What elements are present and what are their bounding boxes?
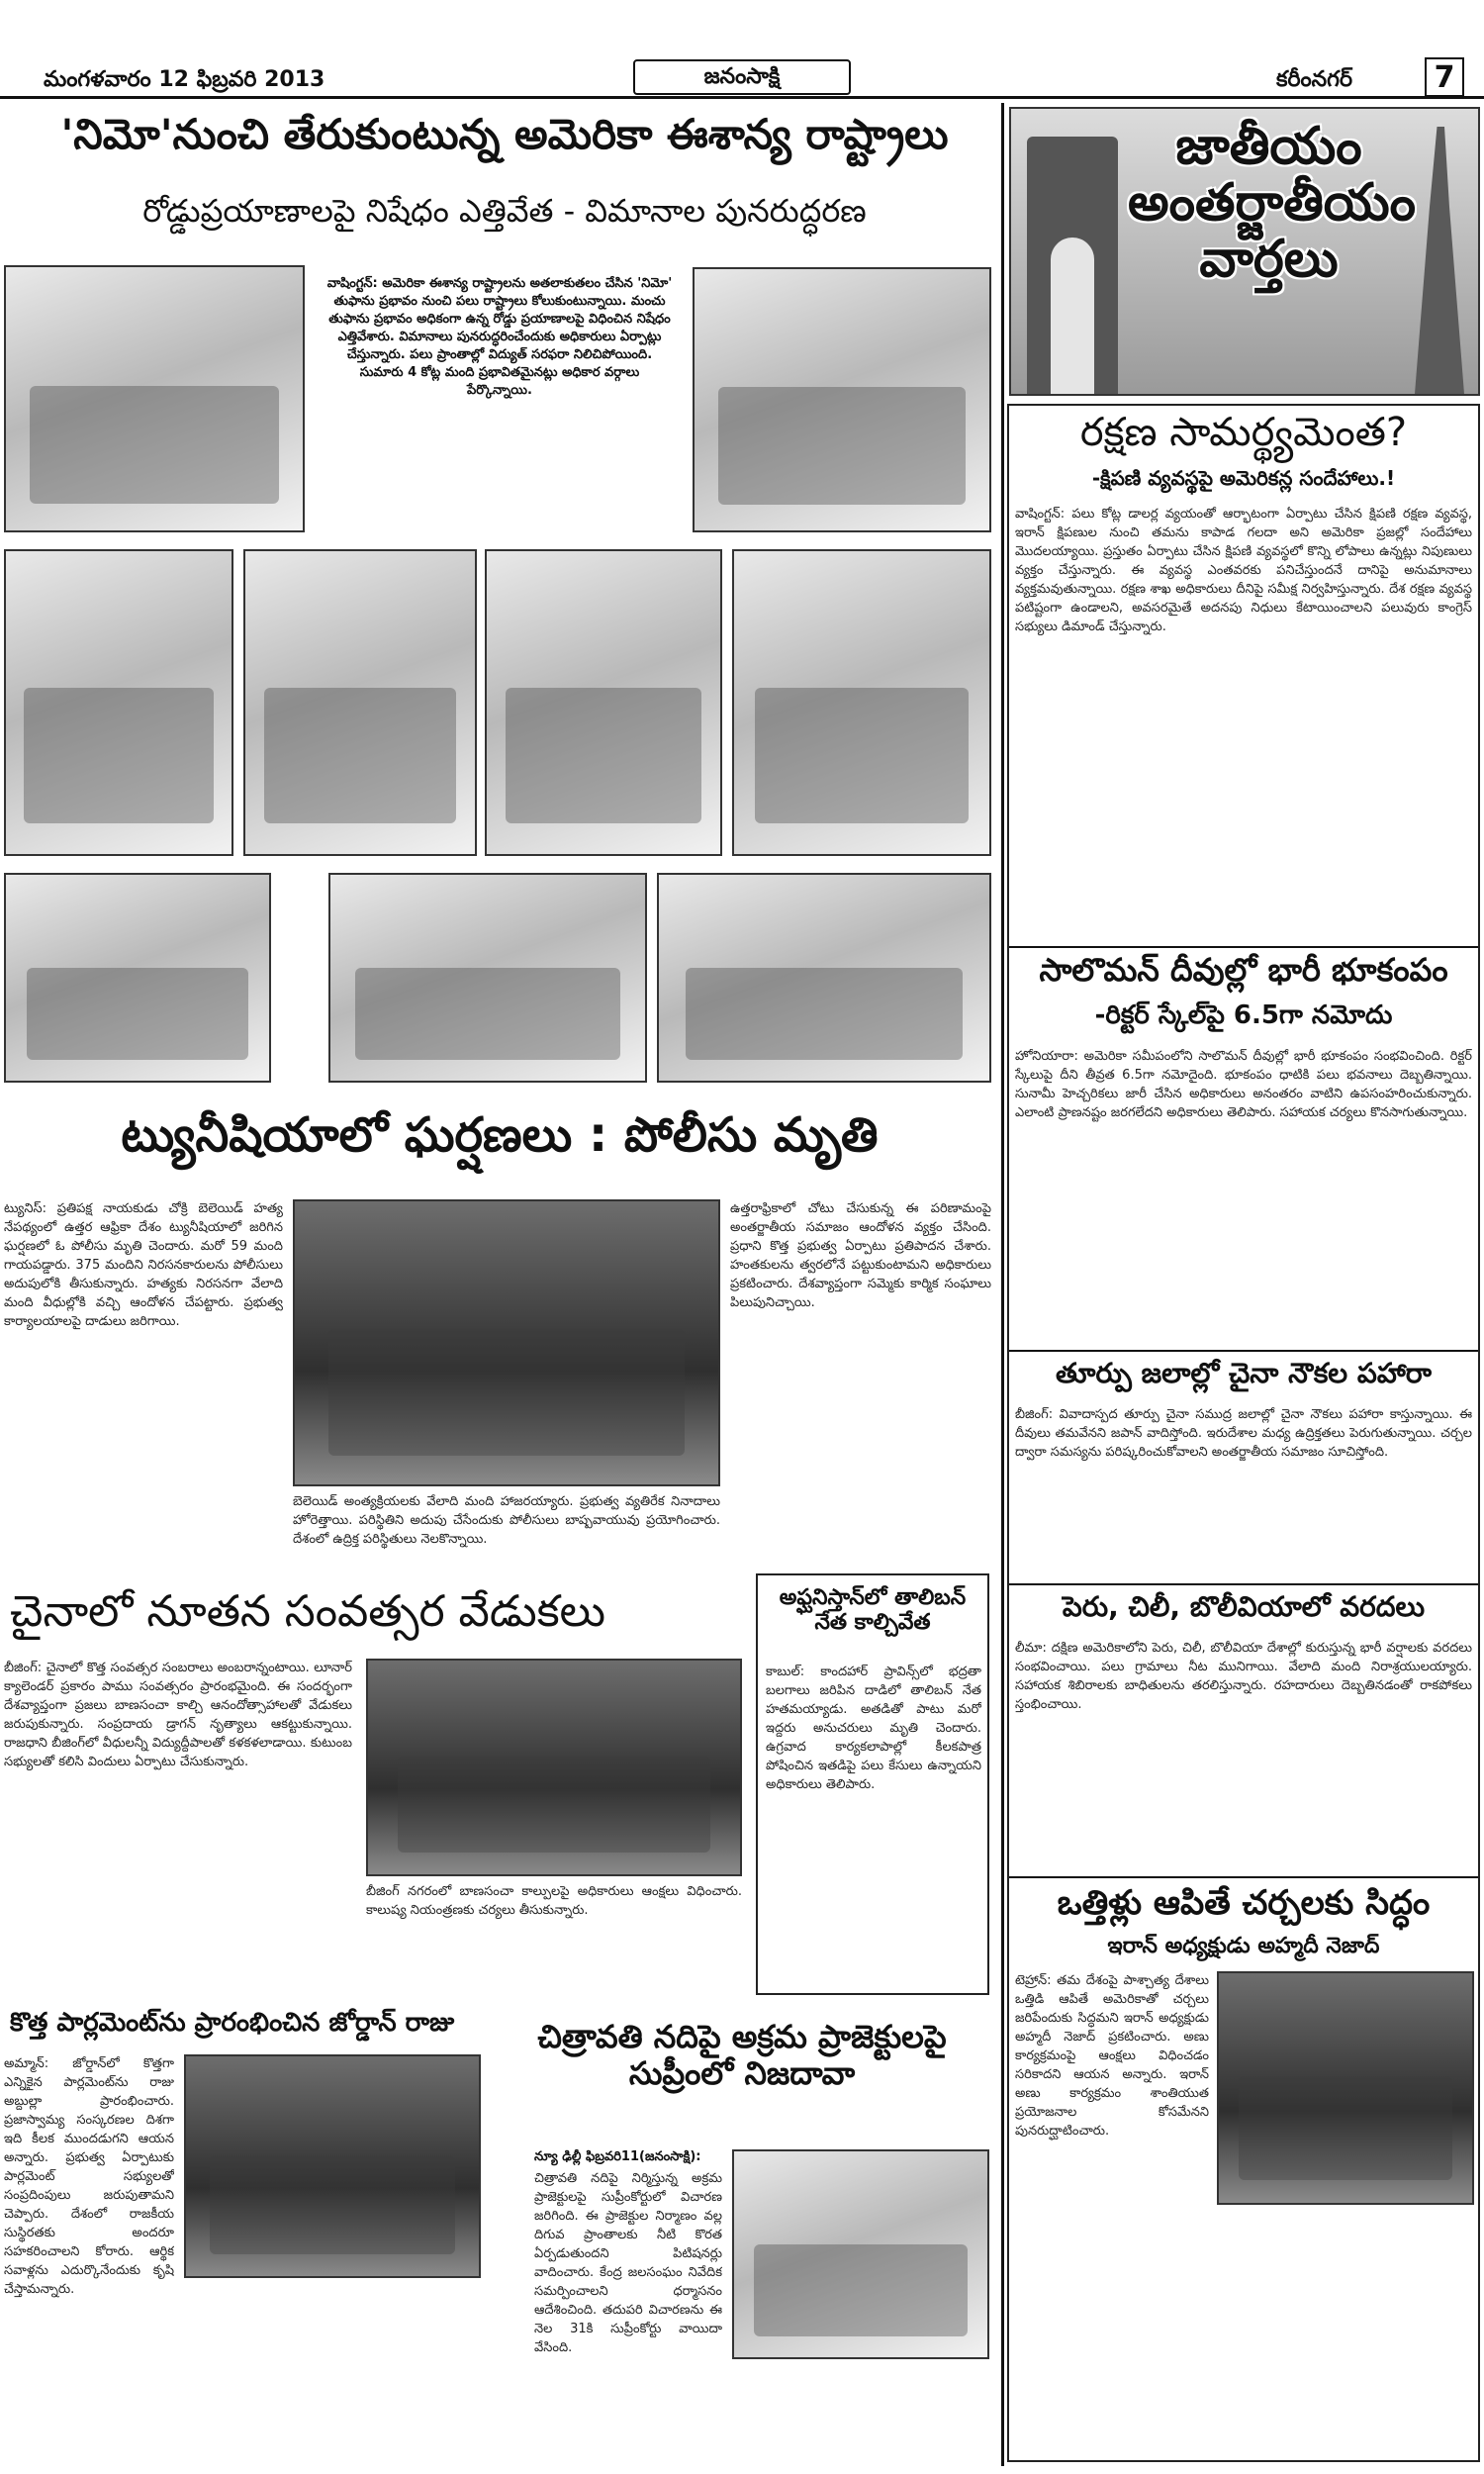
photo-snowy-highway (4, 549, 233, 856)
china-story-body: బీజింగ్: చైనాలో కొత్త సంవత్సర సంబరాలు అంబరాన్నంటాయి. లూనార్ క్యాలెండర్ ప్రకారం పాము సంవత్సరం ప్రారంభమైంది. ఈ సందర్భంగా దేశవ్యాప్తంగా ప్రజలు బాణసంచా కాల్చి ఆనందోత్సాహాలతో వేడుకలు జరుపుకున్నారు. సంప్రదాయ డ్రాగన్ నృత్యాలు ఆకట్టుకున్నాయి. రాజధాని బీజింగ్‌లో వీధులన్నీ విద్యుద్దీపాలతో కళకళలాడాయి. కుటుంబ సభ్యులతో కలిసి విందులు ఏర్పాటు చేసుకున్నారు. (4, 1661, 352, 1769)
sidebar-story2-body: హోనియారా: అమెరికా సమీపంలోని సాలొమన్ దీవుల్లో భారీ భూకంపం సంభవించింది. రిక్టర్ స్కేలుపై దీని తీవ్రత 6.5గా నమోదైంది. భూకంపం ధాటికి పలు భవనాలు దెబ్బతిన్నాయి. సునామీ హెచ్చరికలు జారీ చేసిన అధికారులు అనంతరం వాటిని ఉపసంహరించుకున్నారు. ఎలాంటి ప్రాణనష్టం జరగలేదని అధికారులు తెలిపారు. సహాయక చర్యలు కొనసాగుతున్నాయి. (1015, 1049, 1472, 1120)
tunisia-story-body-mid: బెలెయిడ్ అంత్యక్రియలకు వేలాది మంది హాజరయ్యారు. ప్రభుత్వ వ్యతిరేక నినాదాలు హోరెత్తాయి. పరిస్థితిని అదుపు చేసేందుకు పోలీసులు బాష్పవాయువు ప్రయోగించారు. దేశంలో ఉద్రిక్త పరిస్థితులు నెలకొన్నాయి. (293, 1494, 720, 1547)
photo-jordan-king (184, 2054, 481, 2278)
photo-tunisia-protest (293, 1199, 720, 1486)
chitravati-story-body: చిత్రావతి నదిపై నిర్మిస్తున్న అక్రమ ప్రాజెక్టులపై సుప్రీంకోర్టులో విచారణ జరిగింది. ఈ ప్రాజెక్టుల నిర్మాణం వల్ల దిగువ ప్రాంతాలకు నీటి కొరత ఏర్పడుతుందని పిటిషనర్లు వాదించారు. కేంద్ర జలసంఘం నివేదిక సమర్పించాలని ధర్మాసనం ఆదేశించింది. తదుపరి విచారణను ఈ నెల 31కి సుప్రీంకోర్టు వాయిదా వేసింది. (534, 2171, 722, 2355)
sidebar-divider (1009, 946, 1478, 948)
us-story-subheadline: రోడ్డుప్రయాణాలపై నిషేధం ఎత్తివేత - విమానాల పునరుద్ధరణ (142, 192, 867, 230)
china-story-headline: చైనాలో నూతన సంవత్సర వేడుకలు (10, 1586, 605, 1637)
photo-airplane-snow (485, 549, 722, 856)
sidebar-story3-body: బీజింగ్: వివాదాస్పద తూర్పు చైనా సముద్ర జలాల్లో చైనా నౌకలు పహారా కాస్తున్నాయి. ఈ దీవులు తమవేనని జపాన్ వాదిస్తోంది. ఇరుదేశాల మధ్య ఉద్రిక్తతలు పెరుగుతున్నాయి. చర్చల ద్వారా సమస్యను పరిష్కరించుకోవాలని అంతర్జాతీయ సమాజం సూచిస్తోంది. (1015, 1407, 1472, 1460)
photo-snow-walker (328, 873, 647, 1083)
sidebar-banner-title: జాతీయం అంతర్జాతీయం వార్తలు (1128, 117, 1417, 290)
us-story-headline: 'నిమో'నుంచి తేరుకుంటున్న అమెరికా ఈశాన్య రాష్ట్రాలు (60, 110, 949, 158)
photo-dragon-dance (366, 1659, 742, 1876)
column-divider (1001, 103, 1004, 2466)
jordan-story-body: అమ్మాన్: జోర్డాన్‌లో కొత్తగా ఎన్నికైన పార్లమెంట్‌ను రాజు అబ్దుల్లా ప్రారంభించారు. ప్రజాస్వామ్య సంస్కరణల దిశగా ఇది కీలక ముందడుగని ఆయన అన్నారు. ప్రభుత్వ ఏర్పాటుకు పార్లమెంట్ సభ్యులతో సంప్రదింపులు జరుపుతామని చెప్పారు. దేశంలో రాజకీయ సుస్థిరతకు అందరూ సహకరించాలని కోరారు. ఆర్థిక సవాళ్లను ఎదుర్కొనేందుకు కృషి చేస్తామన్నారు. (4, 2056, 174, 2297)
photo-snow-house (243, 549, 477, 856)
photo-snow-blower (693, 267, 991, 532)
sidebar-story1-headline: రక్షణ సామర్థ్యమెంత? (1079, 410, 1408, 455)
sidebar-divider (1009, 1350, 1478, 1352)
chitravati-story-dateline: న్యూ ఢిల్లీ ఫిబ్రవరి11(జనంసాక్షి): (534, 2149, 701, 2164)
page-number: 7 (1425, 57, 1464, 97)
afghan-story-headline: అఫ్ఘనిస్తాన్‌లో తాలిబన్ నేత కాల్చివేత (779, 1585, 967, 1636)
tunisia-story-headline: ట్యునీషియాలో ఘర్షణలు : పోలీసు మృతి (121, 1107, 879, 1163)
sidebar-divider (1009, 1583, 1478, 1585)
photo-snow-plow-truck (657, 873, 991, 1083)
photo-shoveling-snow (732, 549, 991, 856)
sidebar-divider (1009, 1876, 1478, 1878)
statue-of-liberty-icon (1415, 127, 1464, 394)
sidebar-story5-headline: ఒత్తిళ్లు ఆపితే చర్చలకు సిద్ధం (1057, 1883, 1431, 1923)
sidebar-story1-body: వాషింగ్టన్: పలు కోట్ల డాలర్ల వ్యయంతో ఆర్భాటంగా ఏర్పాటు చేసిన క్షిపణి రక్షణ వ్యవస్థ, ఇరాన్ క్షిపణుల నుంచి తమను కాపాడ గలదా అని అమెరికా ప్రజల్లో సందేహాలు మొదలయ్యాయి. ప్రస్తుతం ఏర్పాటు చేసిన క్షిపణి వ్యవస్థలో కొన్ని లోపాలు ఉన్నట్లు నిపుణులు వ్యక్తం చేస్తున్నారు. ఈ వ్యవస్థ ఎంతవరకు పనిచేస్తుందనే దానిపై అనుమానాలు వ్యక్తమవుతున్నాయి. రక్షణ శాఖ అధికారులు దీనిపై సమీక్ష నిర్వహిస్తున్నారు. దేశ రక్షణ వ్యవస్థ పటిష్టంగా ఉండాలని, అవసరమైతే అదనపు నిధులు కేటాయించాలని పలువురు కాంగ్రెస్ సభ్యులు డిమాండ్ చేస్తున్నారు. (1015, 507, 1472, 634)
photo-buried-car (4, 873, 271, 1083)
sidebar-story4-body: లీమా: దక్షిణ అమెరికాలోని పెరు, చిలీ, బొలీవియా దేశాల్లో కురుస్తున్న భారీ వర్షాలకు వరదలు సంభవించాయి. పలు గ్రామాలు నీట మునిగాయి. వేలాది మంది నిరాశ్రయులయ్యారు. సహాయక శిబిరాలకు బాధితులను తరలిస్తున్నారు. రహదారులు దెబ్బతినడంతో రాకపోకలు స్తంభించాయి. (1015, 1641, 1472, 1712)
sidebar-story2-headline: సాలొమన్ దీవుల్లో భారీ భూకంపం (1039, 951, 1448, 989)
chitravati-story-headline: చిత్రావతి నదిపై అక్రమ ప్రాజెక్టులపై సుప్రీంలో నిజదావా (537, 2018, 947, 2092)
masthead-date: మంగళవారం 12 ఫిబ్రవరి 2013 (44, 67, 325, 92)
sidebar-story4-headline: పెరు, చిలీ, బొలీవియాలో వరదలు (1062, 1590, 1426, 1623)
sidebar-story3-headline: తూర్పు జలాల్లో చైనా నౌకల పహారా (1056, 1357, 1432, 1389)
us-story-caption: వాషింగ్టన్: అమెరికా ఈశాన్య రాష్ట్రాలను అతలాకుతలం చేసిన 'నిమో' తుఫాను ప్రభావం నుంచి పలు రాష్ట్రాలు కోలుకుంటున్నాయి. మంచు తుఫాను ప్రభావం అధికంగా ఉన్న రోడ్డు ప్రయాణాలపై విధించిన నిషేధం ఎత్తివేశారు. విమానాలు పునరుద్ధరించేందుకు అధికారులు ఏర్పాట్లు చేస్తున్నారు. పలు ప్రాంతాల్లో విద్యుత్ సరఫరా నిలిచిపోయింది. సుమారు 4 కోట్ల మంది ప్రభావితమైనట్లు అధికార వర్గాలు పేర్కొన్నాయి. (326, 276, 673, 398)
sidebar-story2-subheadline: -రిక్టర్ స్కేల్‌పై 6.5గా నమోదు (1094, 1000, 1393, 1030)
sidebar-story5-subheadline: ఇరాన్ అధ్యక్షుడు అహ్మదీ నెజాద్ (1107, 1934, 1380, 1958)
photo-supreme-court (732, 2149, 989, 2359)
photo-ahmadinejad (1217, 1971, 1474, 2205)
afghan-story-body: కాబుల్: కాందహార్ ప్రావిన్స్‌లో భద్రతా బలగాలు జరిపిన దాడిలో తాలిబన్ నేత హతమయ్యాడు. అతడితో పాటు మరో ఇద్దరు అనుచరులు మృతి చెందారు. ఉగ్రవాద కార్యకలాపాల్లో కీలకపాత్ర పోషించిన ఇతడిపై పలు కేసులు ఉన్నాయని అధికారులు తెలిపారు. (766, 1665, 981, 1792)
masthead-city: కరీంనగర్ (1276, 67, 1353, 92)
sidebar-story1-subheadline: -క్షిపణి వ్యవస్థపై అమెరికన్ల సందేహాలు.! (1091, 466, 1396, 490)
tunisia-story-body-right: ఉత్తరాఫ్రికాలో చోటు చేసుకున్న ఈ పరిణామంపై అంతర్జాతీయ సమాజం ఆందోళన వ్యక్తం చేసింది. ప్రధాని కొత్త ప్రభుత్వ ఏర్పాటు ప్రతిపాదన చేశారు. హంతకులను త్వరలోనే పట్టుకుంటామని అధికారులు ప్రకటించారు. దేశవ్యాప్తంగా సమ్మెకు కార్మిక సంఘాలు పిలుపునిచ్చాయి. (730, 1201, 991, 1310)
china-story-body2: బీజింగ్ నగరంలో బాణసంచా కాల్పులపై అధికారులు ఆంక్షలు విధించారు. కాలుష్య నియంత్రణకు చర్యలు తీసుకున్నారు. (366, 1884, 742, 1918)
sidebar-banner (1009, 107, 1480, 396)
jordan-story-headline: కొత్త పార్లమెంట్‌ను ప్రారంభించిన జోర్డాన్ రాజు (10, 2008, 455, 2038)
masthead-logo: జనంసాక్షి (633, 59, 851, 95)
photo-snow-bicycles (4, 265, 305, 532)
tunisia-story-body-left: ట్యునిస్: ప్రతిపక్ష నాయకుడు చోక్రి బెలెయిడ్ హత్య నేపథ్యంలో ఉత్తర ఆఫ్రికా దేశం ట్యునీషియాలో జరిగిన ఘర్షణలో ఓ పోలీసు మృతి చెందారు. మరో 59 మంది గాయపడ్డారు. 375 మందిని నిరసనకారులను పోలీసులు అదుపులోకి తీసుకున్నారు. హత్యకు నిరసనగా వేలాది మంది వీధుల్లోకి వచ్చి ఆందోళన చేపట్టారు. ప్రభుత్వ కార్యాలయాలపై దాడులు జరిగాయి. (4, 1201, 283, 1329)
sidebar-story5-body: టెహ్రాన్: తమ దేశంపై పాశ్చాత్య దేశాలు ఒత్తిడి ఆపితే అమెరికాతో చర్చలు జరిపేందుకు సిద్ధమని ఇరాన్ అధ్యక్షుడు అహ్మదీ నెజాద్ ప్రకటించారు. అణు కార్యక్రమంపై ఆంక్షలు విధించడం సరికాదని ఆయన అన్నారు. ఇరాన్ అణు కార్యక్రమం శాంతియుత ప్రయోజనాల కోసమేనని పునరుద్ఘాటించారు. (1015, 1973, 1209, 2139)
